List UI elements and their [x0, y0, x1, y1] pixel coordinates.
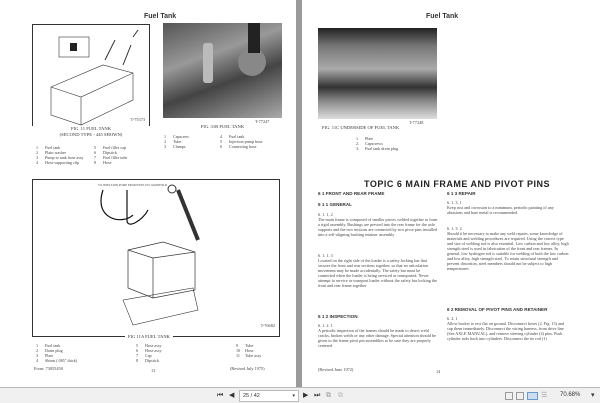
fig11c-photo — [318, 28, 437, 119]
facing-pages-view-icon[interactable] — [527, 392, 538, 400]
section-heading: 6 1 3 REPAIR — [447, 191, 476, 196]
paragraph-6131: 6. 1. 3. 1 Keep rust and corrosion to a minimum, periodic painting of any abrasions and bare metal is recommended — [447, 200, 554, 215]
paragraph-621: 6. 2. 1 Allow bucket to rest flat on ground. Disconnect hoses (2, Fig. 13) and cap them immediately. Disconnect the wiring harness, front drive line (See AXLE MANUAL), and remove steering cylinder (4) pins. Push cylinder rods back into cylinders. Disconnect the tie rod (1) — [447, 316, 565, 341]
page-number: 13 — [151, 368, 156, 373]
fig31b-photo — [163, 23, 282, 118]
fuel-tank-exploded-drawing — [33, 180, 279, 336]
drawing-label: FROM FUEL INJ. MANIFOLD — [128, 183, 168, 187]
fig11-drawing — [32, 24, 150, 129]
fig11-parts-col1: 1 Fuel tank 2 Plain washer 3 Pump to tank hose assy 4 Hose supporting clip — [36, 145, 84, 165]
continuous-view-icon[interactable] — [516, 392, 524, 400]
figure-ref: T-76682 — [260, 323, 275, 328]
first-page-icon[interactable]: ⏮ — [217, 392, 224, 399]
left-page — [0, 0, 296, 387]
revision-date: (Revised June 1972) — [318, 367, 354, 372]
paragraph-6112: 6. 1. 1. 2 The main frame is composed of smaller pieces welded together to form a rigid assembly. Bushings are pressed into the rear frame for the axle supports and the two sections are connected by two pivot pins installed into a self-aligning bushing retainer assembly — [318, 212, 438, 237]
next-page-icon[interactable]: ▶ — [303, 392, 309, 399]
page-number-input[interactable]: 25 / 42 ▾ — [239, 390, 299, 402]
drawing-label: TO INJECTION PUMP — [98, 183, 127, 187]
fig11a-parts-col3: 9 Tube 10 Hose 11 Tube assy — [236, 343, 262, 358]
single-page-view-icon[interactable] — [505, 392, 513, 400]
section-heading: 6 1 FRONT AND REAR FRAME — [318, 191, 385, 196]
last-page-icon[interactable]: ⏭ — [314, 392, 321, 399]
previous-page-icon[interactable]: ◀ — [229, 392, 235, 399]
figure-caption: FIG 11A FUEL TANK — [125, 334, 173, 339]
paste-view-icon[interactable]: ⧉ — [338, 392, 343, 399]
section-heading: 6 1 2 INSPECTION — [318, 314, 358, 319]
right-page — [302, 0, 600, 387]
fuel-tank-drawing — [33, 25, 149, 128]
zoom-dropdown-icon[interactable]: ▾ — [591, 392, 595, 399]
paragraph-6113: 6. 1. 1. 3 Located on the right side of the loader is a safety locking bar that secures the front and rear sections together, so that no articulation movement may be made accidentally. The safety bar must be connected when the loader is being serviced or transported. Never attempt to service or transport loader without the safety bar locking the front and rear frame together — [318, 253, 437, 288]
figure-ref: T-77248 — [409, 120, 424, 125]
fig11c-parts: 1. Plate 2. Capscrews 3. Fuel tank drain plug — [356, 136, 399, 151]
figure-caption: FIG. 11C UNDERSIDE OF FUEL TANK — [322, 125, 400, 130]
page-header: Fuel Tank — [426, 13, 459, 20]
figure-ref: T-75373 — [130, 117, 145, 122]
figure-caption: FIG. 31B FUEL TANK — [200, 124, 245, 129]
fig11a-parts-col2: 5 Hose assy 6 Hose assy 7 Cap 8 Dipstick — [136, 343, 162, 363]
fig31b-parts-col2: 4 Fuel tank 5 Injection pump hose 6 Connecting hose — [220, 134, 263, 149]
fig11-parts-col2: 5 Fuel filler cap 6 Dipstick 7 Fuel filler tube 8 Hose — [94, 145, 128, 165]
page-dropdown-icon: ▾ — [292, 393, 295, 399]
copy-view-icon[interactable]: ⧉ — [326, 392, 331, 399]
figure-caption: FIG. 11 FUEL TANK — [32, 126, 150, 131]
topic-title: TOPIC 6 MAIN FRAME AND PIVOT PINS — [364, 179, 551, 189]
section-heading: 6 1 1 GENERAL — [318, 202, 352, 207]
section-heading: 6 2 REMOVAL OF PIVOT PINS AND RETAINER — [447, 307, 548, 312]
revision-date: (Revised July 1975) — [230, 366, 265, 371]
figure-ref: T-77247 — [255, 119, 270, 124]
paragraph-6132: 6. 1. 3. 2 Should it be necessary to make any weld repairs, some knowledge of materials and welding procedures are required. Using the correct type and size of welding rod is also essential. Low carbon and low alloy, high strength steel is used in fabrication of the front and rear frames. In general, low hydrogen rod is suitable for welding of both the low carbon and low alloy, high strength steel. To retain structural strength and prevent distortion, steel members should not be subject to high temperatures — [447, 226, 569, 271]
paragraph-6121: 6. 1. 2. 1 A periodic inspection of the frames should be made to detect weld cracks, broken welds or any other damage. Special attention should be given to the frame pivot pin assemblies to be sure they are properly centered — [318, 323, 436, 348]
fig31b-parts-col1: 1 Capscrew 2 Tube 3 Clamps — [164, 134, 190, 149]
viewer-toolbar — [0, 387, 600, 403]
form-number: Form: 73055458 — [34, 366, 63, 371]
zoom-level[interactable]: 70.68% — [560, 392, 581, 398]
fig11a-drawing — [32, 179, 280, 337]
figure-subcaption: (SECOND TYPE - 445 SHOWN) — [59, 132, 123, 137]
page-number: 14 — [436, 369, 441, 374]
page-header: Fuel Tank — [144, 13, 177, 20]
fig11a-parts-col1: 1 Fuel tank 2 Drain plug 3 Plate 4 Shims (.065" thick) — [36, 343, 78, 363]
continuous-facing-view-icon[interactable]: ☰ — [541, 392, 548, 399]
